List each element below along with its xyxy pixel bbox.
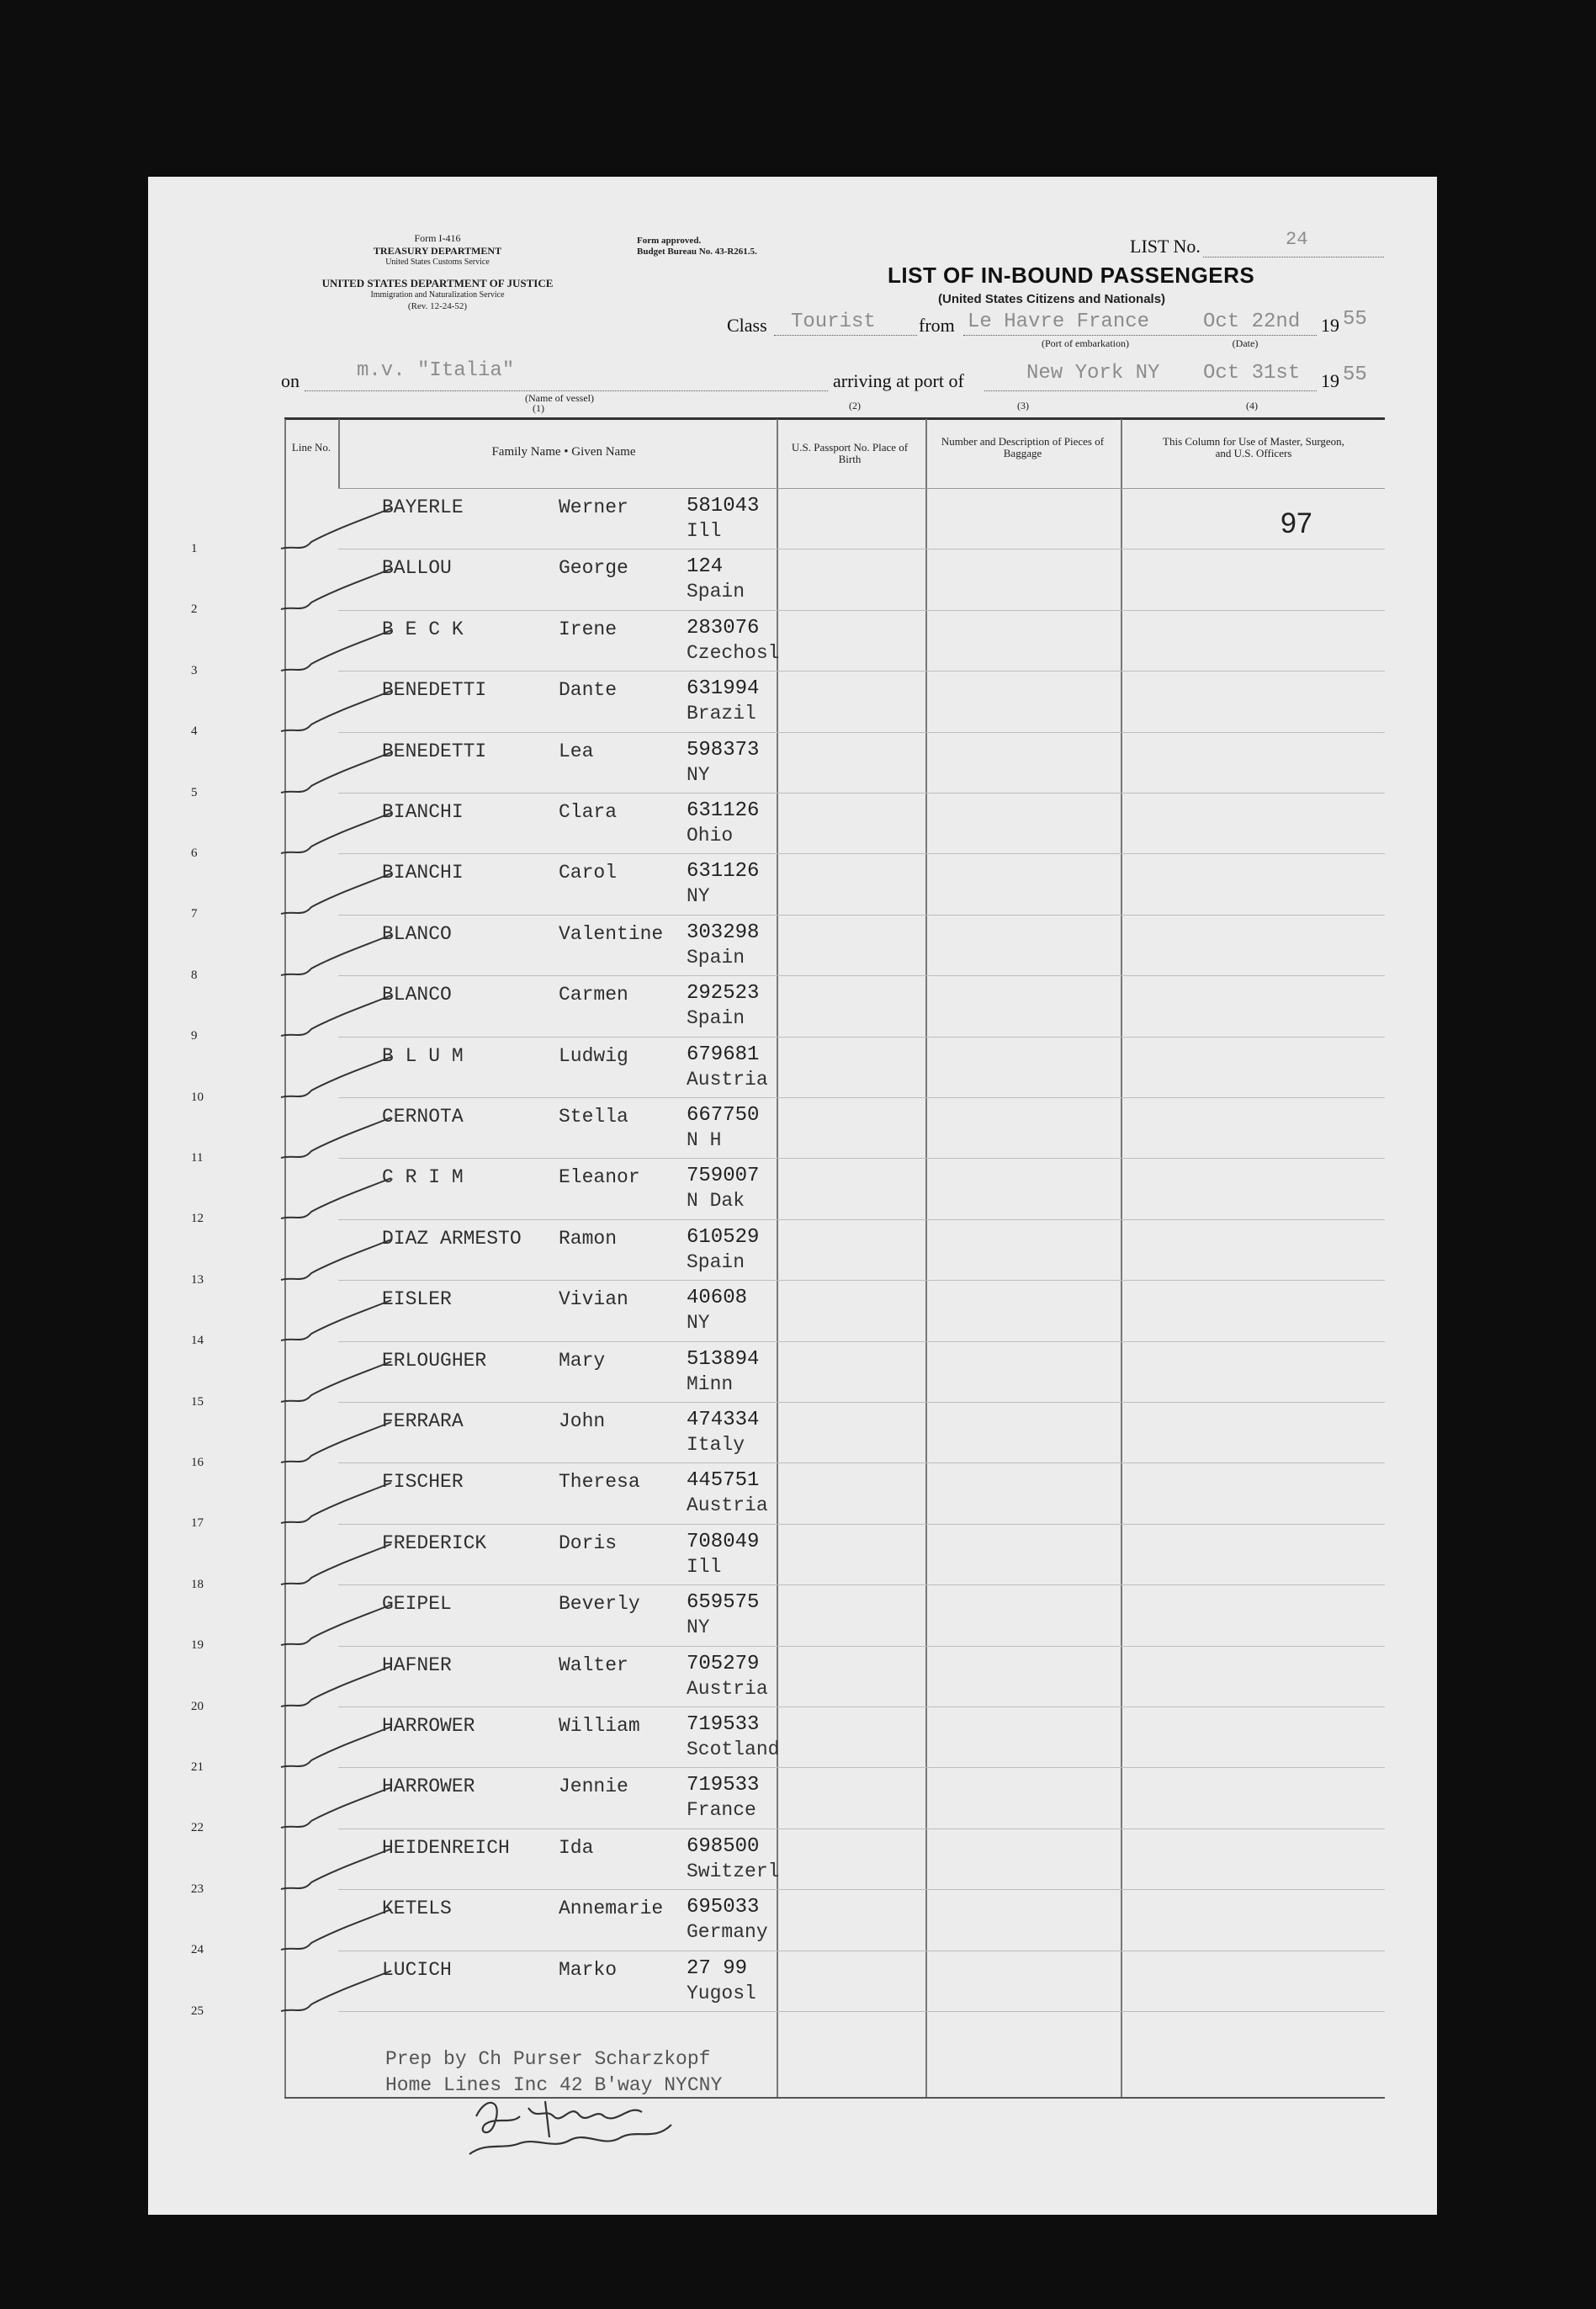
check-mark — [278, 1784, 395, 1834]
passport-number: 631126 — [687, 799, 760, 822]
line-number: 12 — [191, 1212, 204, 1226]
family-name: DIAZ ARMESTO — [382, 1227, 522, 1250]
family-name: BENEDETTI — [382, 740, 487, 762]
family-name: B E C K — [382, 618, 464, 640]
given-name: Stella — [559, 1106, 628, 1128]
given-name: Beverly — [559, 1593, 640, 1616]
passport-number: 708049 — [687, 1530, 760, 1553]
given-name: Ludwig — [559, 1044, 628, 1067]
class-line — [774, 335, 917, 336]
check-mark — [278, 1845, 395, 1896]
passport-number: 698500 — [687, 1834, 760, 1858]
line-number: 17 — [191, 1516, 204, 1531]
given-name: Doris — [559, 1531, 618, 1554]
page-subtitle: (United States Citizens and Nationals) — [938, 292, 1166, 306]
row-rule — [338, 1280, 1385, 1281]
family-name: HAFNER — [382, 1653, 452, 1676]
place-of-birth: NY — [687, 885, 710, 908]
passport-number: 581043 — [687, 495, 760, 518]
given-name: Dante — [559, 679, 618, 702]
given-name: Theresa — [559, 1471, 640, 1494]
year-prefix-1: 19 — [1321, 315, 1339, 336]
check-mark — [278, 809, 395, 860]
treasury-department: TREASURY DEPARTMENT — [373, 245, 502, 257]
check-mark — [278, 749, 395, 799]
check-mark — [278, 992, 395, 1043]
line-number: 10 — [191, 1090, 204, 1104]
passport-number: 667750 — [687, 1104, 760, 1127]
table-header-rule — [338, 488, 1385, 489]
vessel-caption-num: (1) — [533, 402, 544, 414]
col-header-officers: This Column for Use of Master, Surgeon, and U.S. Officers — [1163, 435, 1344, 459]
line-number: 13 — [191, 1272, 204, 1287]
line-number: 14 — [191, 1334, 204, 1348]
place-of-birth: Czechosl — [687, 641, 780, 664]
place-of-birth: N Dak — [687, 1190, 745, 1213]
row-rule — [338, 1158, 1385, 1159]
check-mark — [278, 1054, 395, 1104]
check-mark — [278, 1663, 395, 1713]
line-number: 5 — [191, 785, 198, 799]
family-name: FISCHER — [382, 1471, 464, 1494]
given-name: Ramon — [559, 1227, 618, 1250]
check-mark — [278, 1967, 395, 2018]
col-header-line-no: Line No. — [291, 441, 331, 454]
family-name: EISLER — [382, 1288, 452, 1311]
family-name: KETELS — [382, 1898, 452, 1920]
given-name: John — [559, 1410, 606, 1432]
list-no-label: LIST No. — [1130, 236, 1201, 257]
passport-number: 759007 — [687, 1165, 760, 1188]
col-header-baggage: Number and Description of Pieces of Baggage — [941, 435, 1105, 459]
year-suffix-1: 55 — [1343, 308, 1367, 331]
family-name: ERLOUGHER — [382, 1349, 487, 1372]
line-number: 6 — [191, 847, 198, 860]
customs-service: United States Customs Service — [385, 257, 490, 267]
row-rule — [338, 1462, 1385, 1463]
column-number-2: (2) — [849, 400, 861, 411]
row-rule — [338, 732, 1385, 733]
place-of-birth: Switzerl — [687, 1860, 780, 1882]
line-number: 22 — [191, 1821, 204, 1835]
place-of-birth: NY — [687, 1616, 710, 1639]
line-number: 25 — [191, 2004, 204, 2018]
place-of-birth: N H — [687, 1129, 722, 1151]
passport-number: 445751 — [687, 1469, 760, 1493]
row-rule — [338, 2011, 1385, 2012]
family-name: BALLOU — [382, 557, 452, 580]
given-name: Marko — [559, 1958, 618, 1981]
line-number: 18 — [191, 1577, 204, 1591]
table-bottom-rule — [284, 2097, 1385, 2099]
col-header-name: Family Name • Given Name — [491, 445, 636, 459]
check-mark — [278, 1601, 395, 1652]
given-name: Eleanor — [559, 1166, 640, 1189]
place-of-birth: Austria — [687, 1677, 768, 1700]
class-label: Class — [727, 315, 767, 336]
given-name: Jennie — [559, 1776, 628, 1798]
given-name: Ida — [559, 1836, 594, 1859]
passport-number: 283076 — [687, 616, 760, 640]
row-rule — [338, 853, 1385, 854]
given-name: Walter — [559, 1653, 628, 1676]
row-rule — [338, 915, 1385, 916]
passport-number: 124 — [687, 555, 724, 579]
check-mark — [278, 687, 395, 738]
line-number: 15 — [191, 1394, 204, 1409]
family-name: HEIDENREICH — [382, 1836, 510, 1859]
passport-number: 474334 — [687, 1409, 760, 1431]
family-name: BAYERLE — [382, 496, 464, 518]
budget-bureau: Budget Bureau No. 43-R261.5. — [637, 247, 757, 257]
passport-number: 695033 — [687, 1896, 760, 1919]
row-rule — [338, 1767, 1385, 1768]
year-prefix-2: 19 — [1321, 370, 1339, 391]
family-name: HARROWER — [382, 1715, 475, 1737]
place-of-birth: Austria — [687, 1494, 768, 1517]
check-mark — [278, 1479, 395, 1530]
passport-number: 631994 — [687, 677, 760, 701]
given-name: Carmen — [559, 984, 628, 1006]
passport-number: 303298 — [687, 921, 760, 944]
given-name: Werner — [559, 496, 628, 518]
family-name: BLANCO — [382, 984, 452, 1006]
line-number: 24 — [191, 1943, 204, 1957]
page-title: LIST OF IN-BOUND PASSENGERS — [888, 263, 1255, 288]
place-of-birth: NY — [687, 1312, 710, 1335]
arrival-port: New York NY — [1026, 362, 1160, 385]
place-of-birth: Brazil — [687, 703, 756, 725]
line-number: 3 — [191, 663, 198, 677]
check-mark — [278, 1419, 395, 1469]
family-name: BIANCHI — [382, 801, 464, 823]
row-rule — [338, 1402, 1385, 1403]
from-line — [963, 335, 1317, 336]
check-mark — [278, 1906, 395, 1956]
family-name: FERRARA — [382, 1410, 464, 1432]
line-number: 16 — [191, 1456, 204, 1469]
form-revision: (Rev. 12-24-52) — [407, 301, 468, 311]
place-of-birth: Spain — [687, 1007, 745, 1030]
immigration-service: Immigration and Naturalization Service — [370, 290, 505, 300]
place-of-birth: France — [687, 1799, 756, 1822]
row-rule — [338, 1524, 1385, 1525]
passport-number: 705279 — [687, 1652, 760, 1675]
given-name: Carol — [559, 862, 618, 884]
line-number: 1 — [191, 542, 198, 555]
family-name: GEIPEL — [382, 1593, 452, 1616]
check-mark — [278, 565, 395, 616]
line-number: 23 — [191, 1882, 204, 1896]
place-of-birth: NY — [687, 763, 710, 786]
column-number-4: (4) — [1246, 400, 1258, 411]
passport-number: 292523 — [687, 982, 760, 1006]
check-mark — [278, 1297, 395, 1347]
port-caption: (Port of embarkation) — [1042, 337, 1129, 349]
family-name: BENEDETTI — [382, 679, 487, 702]
row-rule — [338, 1889, 1385, 1890]
place-of-birth: Spain — [687, 581, 745, 603]
given-name: Mary — [559, 1349, 606, 1372]
family-name: C R I M — [382, 1166, 464, 1189]
prepared-by: Prep by Ch Purser Scharzkopf — [385, 2048, 711, 2070]
passport-number: 719533 — [687, 1713, 760, 1736]
row-rule — [338, 975, 1385, 976]
place-of-birth: Spain — [687, 946, 745, 969]
row-rule — [338, 793, 1385, 794]
passport-number: 719533 — [687, 1774, 760, 1797]
arriving-label: arriving at port of — [833, 370, 964, 391]
passport-number: 659575 — [687, 1591, 760, 1615]
place-of-birth: Ohio — [687, 825, 734, 847]
line-number: 9 — [191, 1029, 198, 1043]
given-name: George — [559, 557, 628, 580]
family-name: HARROWER — [382, 1776, 475, 1798]
form-approved: Form approved. — [637, 236, 702, 246]
check-mark — [278, 1723, 395, 1774]
col-header-passport: U.S. Passport No. Place of Birth — [791, 441, 909, 465]
check-mark — [278, 1175, 395, 1225]
check-mark — [278, 870, 395, 921]
line-number: 7 — [191, 907, 198, 921]
given-name: Annemarie — [559, 1898, 664, 1920]
vessel-name: m.v. "Italia" — [357, 359, 515, 382]
company-address: Home Lines Inc 42 B'way NYCNY — [385, 2074, 723, 2096]
row-rule — [338, 610, 1385, 611]
given-name: Valentine — [559, 922, 664, 945]
passport-number: 27 99 — [687, 1956, 748, 1980]
justice-department: UNITED STATES DEPARTMENT OF JUSTICE — [321, 277, 554, 289]
place-of-birth: Scotland — [687, 1738, 780, 1760]
embark-port: Le Havre France — [968, 311, 1150, 333]
place-of-birth: Spain — [687, 1250, 745, 1273]
line-number: 20 — [191, 1699, 204, 1713]
arrival-date: Oct 31st — [1203, 362, 1301, 385]
column-number-3: (3) — [1017, 400, 1029, 411]
family-name: BLANCO — [382, 922, 452, 945]
family-name: FREDERICK — [382, 1531, 487, 1554]
place-of-birth: Yugosl — [687, 1982, 756, 2004]
passport-number: 610529 — [687, 1225, 760, 1249]
place-of-birth: Austria — [687, 1068, 768, 1091]
passport-number: 513894 — [687, 1347, 760, 1371]
place-of-birth: Minn — [687, 1372, 734, 1395]
check-mark — [278, 627, 395, 677]
embark-date: Oct 22nd — [1203, 311, 1301, 333]
vessel-caption: (Name of vessel) — [525, 392, 594, 404]
family-name: B L U M — [382, 1044, 464, 1067]
row-rule — [338, 1584, 1385, 1585]
check-mark — [278, 1114, 395, 1165]
passport-number: 679681 — [687, 1043, 760, 1066]
given-name: Vivian — [559, 1288, 628, 1311]
line-number: 4 — [191, 725, 198, 739]
list-no-value: 24 — [1286, 229, 1308, 250]
passport-number: 40608 — [687, 1287, 748, 1310]
vessel-line — [305, 390, 828, 391]
passport-number: 598373 — [687, 738, 760, 762]
line-number: 11 — [191, 1151, 204, 1165]
place-of-birth: Ill — [687, 1555, 722, 1578]
place-of-birth: Germany — [687, 1921, 768, 1944]
arrival-line — [984, 390, 1317, 391]
row-rule — [338, 1219, 1385, 1220]
row-rule — [338, 1646, 1385, 1647]
check-mark — [278, 1541, 395, 1591]
row-rule — [338, 1097, 1385, 1098]
given-name: Lea — [559, 740, 594, 762]
row-rule — [338, 1341, 1385, 1342]
line-number: 2 — [191, 602, 198, 617]
year-suffix-2: 55 — [1343, 364, 1367, 386]
on-label: on — [281, 370, 300, 391]
table-top-rule — [284, 417, 1385, 420]
signature — [461, 2091, 697, 2175]
family-name: LUCICH — [382, 1958, 452, 1981]
place-of-birth: Italy — [687, 1434, 745, 1456]
line-number: 19 — [191, 1638, 204, 1653]
given-name: Clara — [559, 801, 618, 823]
check-mark — [278, 1358, 395, 1409]
family-name: BIANCHI — [382, 862, 464, 884]
from-label: from — [919, 315, 955, 336]
officer-note: 97 — [1281, 507, 1312, 539]
passport-number: 631126 — [687, 860, 760, 884]
line-number: 21 — [191, 1760, 204, 1774]
given-name: William — [559, 1715, 640, 1737]
form-number: Form I-416 — [414, 232, 461, 244]
check-mark — [278, 505, 395, 555]
line-no-rule — [338, 419, 340, 488]
row-rule — [338, 1037, 1385, 1038]
place-of-birth: Ill — [687, 520, 722, 542]
check-mark — [278, 1236, 395, 1287]
date-caption: (Date) — [1232, 337, 1259, 349]
line-number: 8 — [191, 968, 198, 982]
class-value: Tourist — [791, 311, 876, 333]
given-name: Irene — [559, 618, 618, 640]
check-mark — [278, 932, 395, 982]
family-name: CERNOTA — [382, 1106, 464, 1128]
